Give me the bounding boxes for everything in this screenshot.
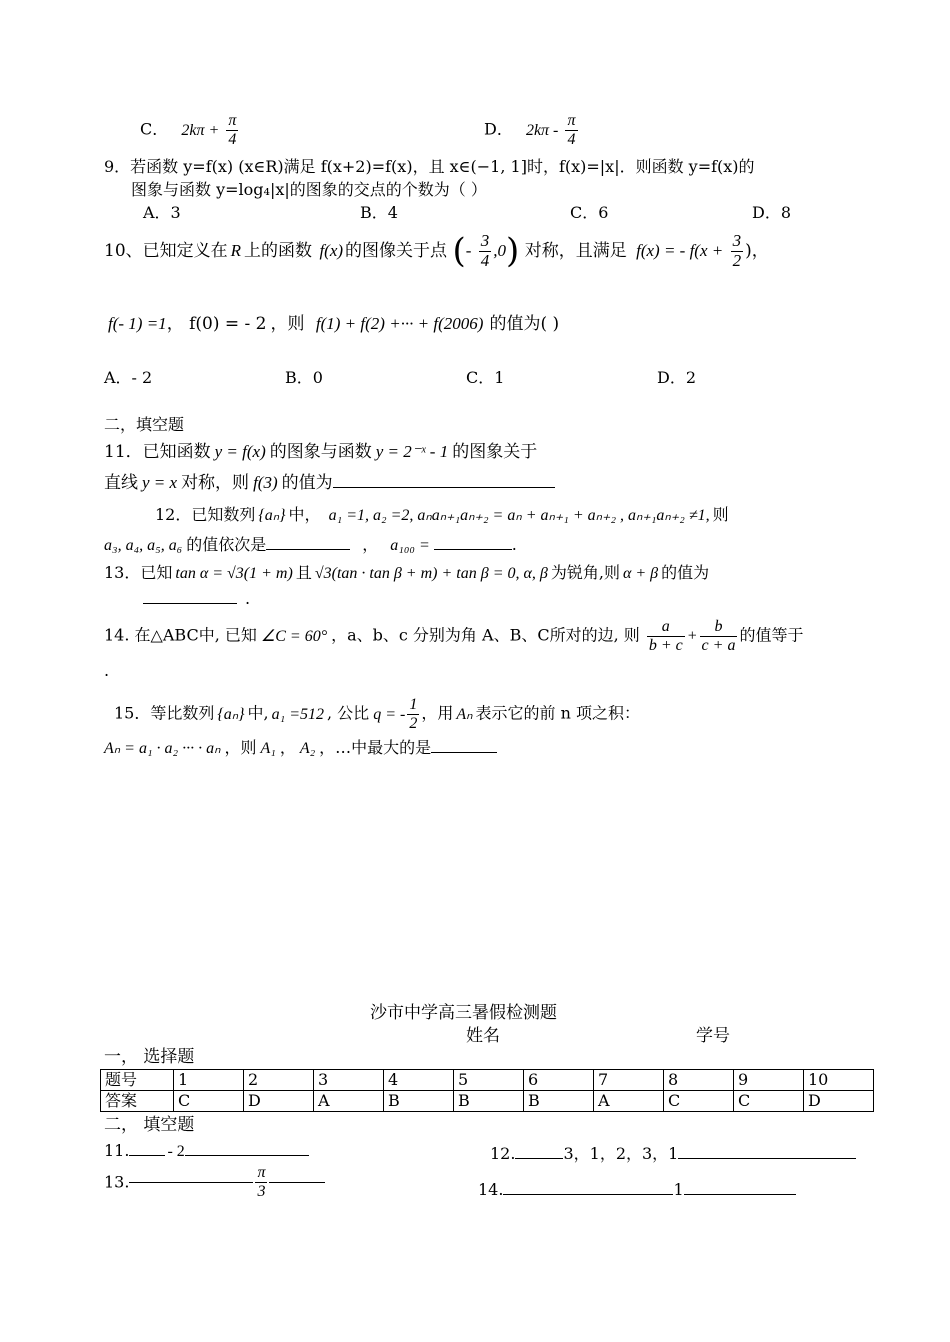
table-cell: 9 (734, 1070, 804, 1091)
answer-blank (266, 549, 350, 550)
table-cell: D (804, 1091, 874, 1112)
q10-line1: 10、已知定义在 R 上的函数 f(x) 的图像关于点 (- $\frac{3}{4}$ ,0) 对称，且满足 f(x) = - f(x + $\frac{3}{2}$ )， (104, 231, 769, 271)
table-cell: B (454, 1091, 524, 1112)
table-cell: 1 (174, 1070, 244, 1091)
fraction: $\frac{\pi}{4}$ (567, 112, 576, 148)
table-cell: 5 (454, 1070, 524, 1091)
table-cell: B (384, 1091, 454, 1112)
table-row (101, 1070, 874, 1091)
answer-12: 12. 3，1，2，3，1 (490, 1141, 856, 1164)
table-cell: 8 (664, 1070, 734, 1091)
table-cell: 4 (384, 1070, 454, 1091)
q9-option-d: D．8 (752, 203, 792, 222)
q9-line2: 图象与函数 y=log₄|x|的图象的交点的个数为（ ） (131, 180, 487, 199)
q11-line1: 11．已知函数 y = f(x) 的图象与函数 y = 2⁻ˣ - 1 的图象关于 (104, 442, 538, 462)
q10-option-a: A．- 2 (104, 368, 153, 387)
q15-line1: 15．等比数列 {aₙ} 中, a₁ =512 , 公比 q = - $\frac{1}{2}$ ，用 Aₙ 表示它的前 n 项之积： (114, 696, 640, 732)
student-id-label: 学号 (696, 1026, 730, 1046)
answer-sheet-title: 沙市中学高三暑假检测题 (370, 1003, 557, 1023)
q10-option-b: B．0 (285, 368, 323, 387)
table-cell: A (314, 1091, 384, 1112)
q9-option-a: A．3 (143, 203, 181, 222)
table-cell: 10 (804, 1070, 874, 1091)
left-paren: ( (452, 231, 466, 271)
math-expression: 2kπ - (525, 121, 559, 139)
q14-line1: 14. 在△ABC中, 已知 ∠C = 60° ，a、b、c 分别为角 A、B、C所对的边, 则 $\frac{a}{b + c}$ + $\frac{b}{c + a}$ 的值等于 (104, 618, 804, 654)
answer-blank (143, 603, 237, 604)
q11-line2: 直线 y = x 对称，则 f(3) 的值为 (104, 473, 555, 494)
answer-table (100, 1069, 874, 1112)
q9-option-b: B．4 (360, 203, 398, 222)
fraction: $\frac{\pi}{4}$ (228, 112, 237, 148)
answer-11: 11. - 2 (104, 1141, 309, 1161)
section-title-choice: 一， 选择题 (104, 1047, 195, 1067)
answer-13: 13. $\frac{\pi}{3}$ (104, 1164, 325, 1200)
table-cell: 3 (314, 1070, 384, 1091)
table-cell: C (174, 1091, 244, 1112)
q10-line2: f(- 1) =1， f(0) = - 2 ，则 f(1) + f(2) +··· + f(2006) 的值为( ) (108, 314, 560, 334)
q8-option-c (140, 112, 240, 148)
table-row (101, 1091, 874, 1112)
q10-option-d: D．2 (657, 368, 697, 387)
q12-line2: a₃, a₄, a₅, a₆ 的值依次是 ， a₁₀₀ = . (104, 535, 517, 554)
math-expression: 2kπ + (181, 121, 220, 139)
table-cell: C (734, 1091, 804, 1112)
section-title-fill-answers: 二， 填空题 (104, 1115, 195, 1135)
answer-blank (431, 752, 497, 753)
q13-line2: . (143, 590, 250, 608)
q15-line2: Aₙ = a₁ · a₂ ··· · aₙ ，则 A₁ ， A₂ ，…中最大的是 (104, 739, 497, 758)
q10-option-c: C．1 (466, 368, 505, 387)
answer-blank (333, 487, 555, 488)
answer-14: 14. 1 (478, 1180, 796, 1199)
row-header: 答案 (101, 1091, 174, 1112)
table-cell: A (594, 1091, 664, 1112)
table-cell: 6 (524, 1070, 594, 1091)
table-cell: D (244, 1091, 314, 1112)
right-paren: ) (506, 231, 520, 271)
table-cell: C (664, 1091, 734, 1112)
table-cell: 7 (594, 1070, 664, 1091)
q12-line1: 12．已知数列 {aₙ} 中， a₁ =1, a₂ =2, aₙaₙ₊₁aₙ₊₂ = aₙ + aₙ₊₁ + aₙ₊₂ , aₙ₊₁aₙ₊₂ ≠1, 则 (155, 505, 729, 524)
row-header: 题号 (101, 1070, 174, 1091)
q9-option-c: C．6 (570, 203, 609, 222)
name-label: 姓名 (466, 1026, 500, 1046)
q9-line1: 9．若函数 y=f(x) (x∈R)满足 f(x+2)=f(x)，且 x∈(−1, 1]时，f(x)=|x|．则函数 y=f(x)的 (104, 157, 755, 176)
q8-option-d (484, 112, 580, 148)
table-cell: B (524, 1091, 594, 1112)
q14-line2: . (104, 661, 110, 680)
option-label: D． (484, 119, 513, 139)
answer-blank (434, 549, 512, 550)
section-title-fill-in: 二，填空题 (104, 415, 185, 434)
table-cell: 2 (244, 1070, 314, 1091)
option-label: C． (140, 119, 169, 139)
q13-line1: 13．已知 tan α = √3(1 + m) 且 √3(tan · tan β + m) + tan β = 0, α, β 为锐角,则 α + β 的值为 (104, 563, 710, 582)
